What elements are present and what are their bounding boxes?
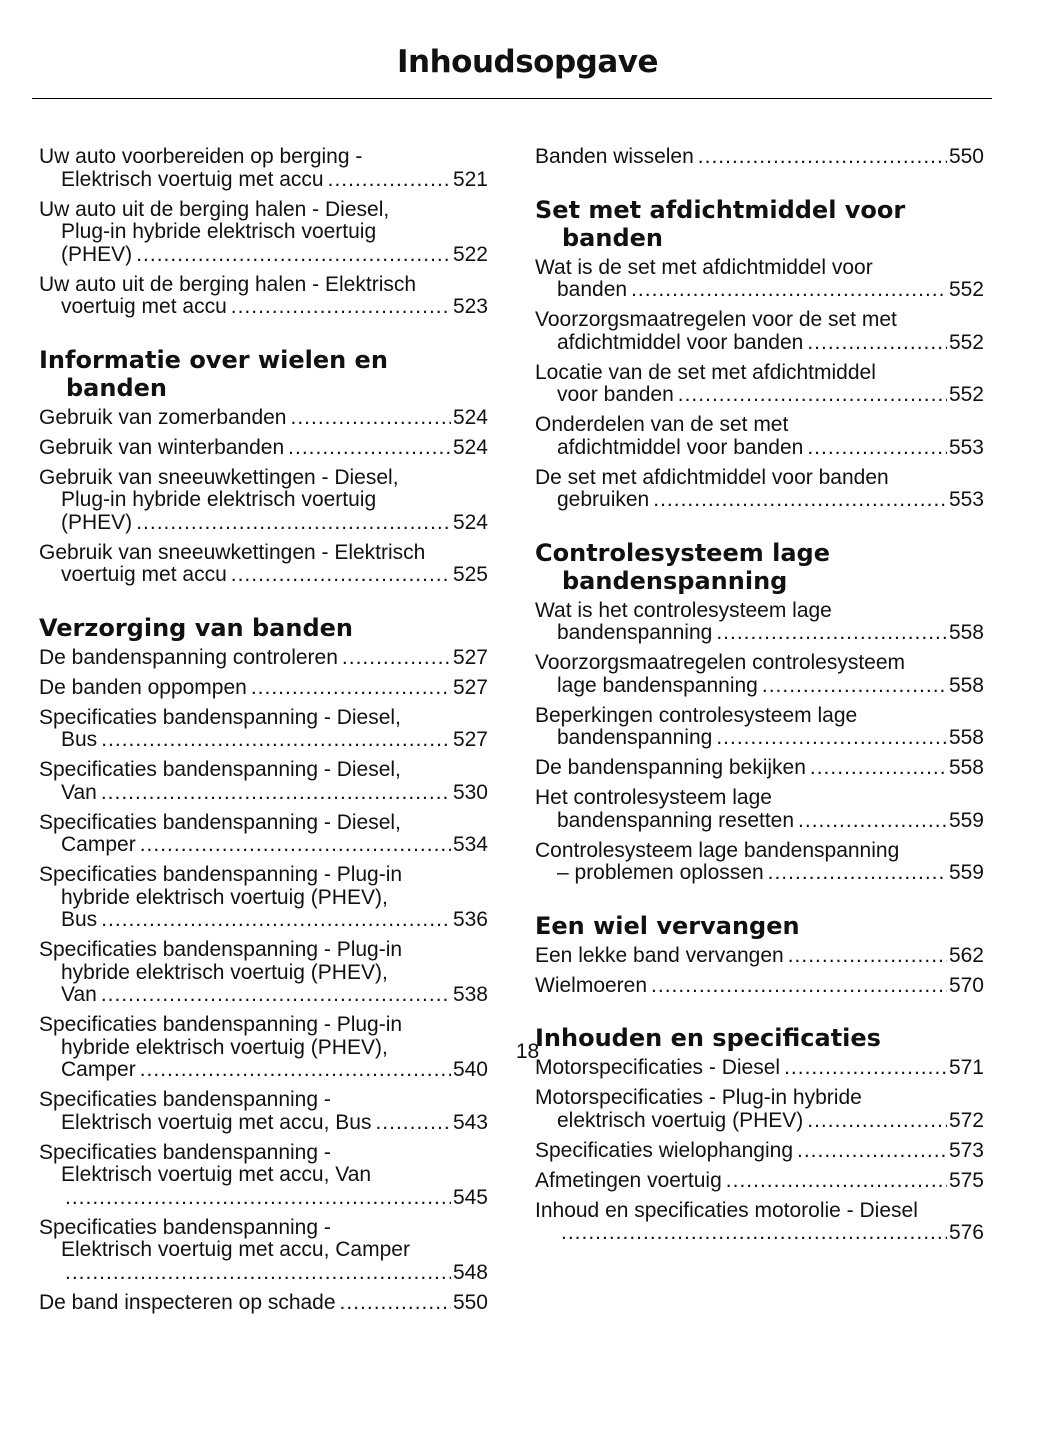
toc-entry-text: Specificaties wielophanging bbox=[535, 1138, 793, 1162]
toc-entry-text: Wielmoeren bbox=[535, 973, 648, 997]
toc-page-number: 548 bbox=[452, 1260, 488, 1284]
toc-entry[interactable] bbox=[535, 600, 984, 645]
leader-dots bbox=[65, 1262, 451, 1285]
toc-entry-text: Gebruik van zomerbanden bbox=[39, 405, 287, 429]
leader-dots bbox=[231, 564, 451, 587]
toc-page-number: 552 bbox=[948, 383, 984, 406]
leader-dots bbox=[798, 810, 947, 833]
toc-page-number: 523 bbox=[452, 295, 488, 318]
toc-page-number: 572 bbox=[948, 1108, 984, 1132]
section-heading-text: Informatie over wielen en bbox=[39, 345, 388, 374]
toc-entry[interactable] bbox=[535, 840, 984, 885]
toc-entry-text: Specificaties bandenspanning - bbox=[39, 1215, 331, 1239]
toc-entry[interactable] bbox=[39, 542, 488, 587]
toc-entry-text: banden bbox=[557, 278, 628, 301]
toc-entry[interactable] bbox=[39, 146, 488, 191]
toc-entry-text: afdichtmiddel voor banden bbox=[557, 435, 804, 459]
toc-entry-text: Het controlesysteem lage bbox=[535, 786, 772, 809]
leader-dots bbox=[340, 1292, 451, 1315]
toc-entry-text: Specificaties bandenspanning - Plug-in bbox=[39, 938, 403, 961]
toc-entry-text: Motorspecificaties - Diesel bbox=[535, 1056, 781, 1079]
toc-page-number: 527 bbox=[452, 675, 488, 699]
toc-entry-text: Specificaties bandenspanning - Diesel, bbox=[39, 705, 401, 729]
toc-entry-text: Camper bbox=[61, 833, 136, 856]
leader-dots bbox=[716, 622, 947, 645]
leader-dots bbox=[651, 975, 947, 998]
toc-page-number: 550 bbox=[452, 1290, 488, 1314]
toc-entry-text: (PHEV) bbox=[61, 510, 133, 534]
toc-entry-text: afdichtmiddel voor banden bbox=[557, 330, 804, 354]
toc-entry[interactable] bbox=[535, 414, 984, 459]
toc-page-number: 558 bbox=[948, 756, 984, 779]
section-heading bbox=[535, 196, 984, 252]
toc-page-number: 530 bbox=[452, 780, 488, 804]
leader-dots bbox=[807, 332, 947, 355]
toc-entry[interactable] bbox=[39, 199, 488, 267]
toc-entry-text: gebruiken bbox=[557, 488, 650, 511]
toc-page-number: 575 bbox=[948, 1168, 984, 1192]
toc-entry-text: De bandenspanning bekijken bbox=[535, 756, 806, 779]
toc-page-number: 570 bbox=[948, 973, 984, 997]
toc-page-number: 553 bbox=[948, 488, 984, 511]
toc-entry[interactable] bbox=[39, 467, 488, 535]
toc-entry-text: Elektrisch voertuig met accu, Camper bbox=[61, 1238, 410, 1261]
toc-page-number: 558 bbox=[948, 621, 984, 644]
toc-entry[interactable] bbox=[535, 1140, 984, 1163]
toc-page-number: 521 bbox=[452, 167, 488, 191]
toc-entry-text: Elektrisch voertuig met accu, Van bbox=[61, 1163, 372, 1186]
toc-page-number: 525 bbox=[452, 563, 488, 586]
toc-entry-text: bandenspanning bbox=[557, 726, 713, 749]
toc-entry[interactable] bbox=[535, 146, 984, 169]
leader-dots bbox=[807, 437, 947, 460]
toc-entry-text: Elektrisch voertuig met accu bbox=[61, 167, 324, 191]
toc-entry[interactable] bbox=[39, 864, 488, 932]
toc-entry-text: De band inspecteren op schade bbox=[39, 1290, 336, 1314]
toc-entry-text: lage bandenspanning bbox=[557, 673, 758, 697]
toc-entry[interactable] bbox=[39, 759, 488, 804]
toc-entry[interactable] bbox=[39, 437, 488, 460]
toc-entry-text: hybride elektrisch voertuig (PHEV), bbox=[61, 885, 388, 909]
leader-dots bbox=[101, 984, 451, 1007]
toc-page-number: 559 bbox=[948, 861, 984, 884]
toc-page-number: 576 bbox=[948, 1221, 984, 1244]
section-heading bbox=[535, 539, 984, 595]
toc-entry-text: bandenspanning resetten bbox=[557, 808, 795, 832]
leader-dots bbox=[101, 729, 451, 752]
leader-dots bbox=[101, 782, 451, 805]
leader-dots bbox=[810, 757, 947, 780]
toc-entry[interactable] bbox=[535, 1200, 984, 1245]
toc-page-number: 553 bbox=[948, 435, 984, 459]
section-heading-text: Controlesysteem lage bbox=[535, 538, 830, 567]
toc-entry-text: Specificaties bandenspanning - Plug-in bbox=[39, 863, 403, 886]
toc-entry-text: Van bbox=[61, 780, 97, 804]
toc-entry-text: (PHEV) bbox=[61, 242, 133, 266]
toc-page-number: 543 bbox=[452, 1110, 488, 1134]
toc-entry[interactable] bbox=[535, 467, 984, 512]
toc-entry-text: elektrisch voertuig (PHEV) bbox=[557, 1108, 804, 1132]
toc-entry-text: De bandenspanning controleren bbox=[39, 645, 338, 669]
leader-dots bbox=[561, 1222, 947, 1245]
toc-page-number: 522 bbox=[452, 242, 488, 266]
toc-page-number: 558 bbox=[948, 726, 984, 749]
toc-entry[interactable] bbox=[39, 1089, 488, 1134]
title-divider bbox=[32, 98, 992, 99]
leader-dots bbox=[762, 675, 947, 698]
toc-page-number: 524 bbox=[452, 405, 488, 429]
toc-entry-text: Camper bbox=[61, 1058, 136, 1081]
toc-entry[interactable] bbox=[39, 647, 488, 670]
toc-entry[interactable] bbox=[39, 1142, 488, 1210]
leader-dots bbox=[678, 384, 947, 407]
leader-dots bbox=[288, 437, 451, 460]
toc-entry-text: Specificaties bandenspanning - Diesel, bbox=[39, 758, 401, 781]
toc-entry-text: Specificaties bandenspanning - Plug-in bbox=[39, 1013, 403, 1036]
leader-dots bbox=[328, 169, 451, 192]
leader-dots bbox=[797, 1140, 947, 1163]
toc-page-number: 550 bbox=[948, 145, 984, 168]
toc-column-right bbox=[535, 146, 984, 1252]
toc-entry-text: Bus bbox=[61, 908, 98, 931]
toc-entry-text: Banden wisselen bbox=[535, 145, 694, 168]
toc-entry-text: voertuig met accu bbox=[61, 295, 227, 318]
toc-entry-text: Van bbox=[61, 983, 97, 1006]
leader-dots bbox=[375, 1112, 450, 1135]
toc-entry[interactable] bbox=[39, 274, 488, 319]
toc-entry[interactable] bbox=[535, 757, 984, 780]
toc-entry[interactable] bbox=[535, 1170, 984, 1193]
toc-page-number: 536 bbox=[452, 908, 488, 931]
toc-entry-text: – problemen oplossen bbox=[557, 861, 764, 884]
section-heading bbox=[39, 614, 488, 642]
leader-dots bbox=[65, 1187, 451, 1210]
toc-entry[interactable] bbox=[535, 1087, 984, 1132]
leader-dots bbox=[290, 407, 450, 430]
toc-entry-text: Controlesysteem lage bandenspanning bbox=[535, 838, 900, 862]
toc-entry-text: Motorspecificaties - Plug-in hybride bbox=[535, 1086, 862, 1109]
leader-dots bbox=[251, 677, 451, 700]
toc-entry[interactable] bbox=[535, 787, 984, 832]
section-heading bbox=[535, 912, 984, 940]
toc-entry[interactable] bbox=[535, 652, 984, 697]
toc-entry-text: Een lekke band vervangen bbox=[535, 943, 784, 967]
toc-entry-text: Uw auto uit de berging halen - Elektrisch bbox=[39, 272, 417, 296]
section-heading bbox=[39, 346, 488, 402]
leader-dots bbox=[140, 834, 451, 857]
leader-dots bbox=[716, 727, 947, 750]
toc-entry[interactable] bbox=[535, 309, 984, 354]
section-heading-text: Een wiel vervangen bbox=[535, 911, 800, 940]
leader-dots bbox=[788, 945, 947, 968]
toc-entry[interactable] bbox=[535, 362, 984, 407]
toc-entry[interactable] bbox=[39, 939, 488, 1007]
toc-page-number: 559 bbox=[948, 808, 984, 832]
section-heading-text: banden bbox=[66, 373, 168, 402]
toc-page-number: 527 bbox=[452, 645, 488, 669]
toc-entry-text: De banden oppompen bbox=[39, 675, 247, 699]
toc-entry-text: Gebruik van sneeuwkettingen - Elektrisch bbox=[39, 540, 426, 564]
page-title: Inhoudsopgave bbox=[396, 44, 658, 80]
toc-entry-text: Uw auto uit de berging halen - Diesel, bbox=[39, 197, 390, 221]
toc-entry[interactable] bbox=[535, 975, 984, 998]
section-heading-text: Set met afdichtmiddel voor bbox=[535, 195, 906, 224]
toc-page-number: 562 bbox=[948, 943, 984, 967]
toc-page-number: 552 bbox=[948, 278, 984, 301]
toc-entry-text: hybride elektrisch voertuig (PHEV), bbox=[61, 1035, 388, 1059]
toc-entry-text: Specificaties bandenspanning - bbox=[39, 1140, 331, 1164]
toc-entry[interactable] bbox=[39, 1292, 488, 1315]
toc-entry-text: Voorzorgsmaatregelen voor de set met bbox=[535, 308, 897, 331]
toc-entry-text: Locatie van de set met afdichtmiddel bbox=[535, 360, 876, 384]
section-heading-text: bandenspanning bbox=[562, 566, 788, 595]
page-number: 18 bbox=[515, 1040, 540, 1063]
toc-page-number: 524 bbox=[452, 510, 488, 534]
leader-dots bbox=[342, 647, 451, 670]
toc-entry-text: bandenspanning bbox=[557, 621, 713, 644]
toc-page-number: 534 bbox=[452, 833, 488, 856]
toc-page-number: 540 bbox=[452, 1058, 488, 1081]
leader-dots bbox=[231, 296, 451, 319]
toc-entry-text: Inhoud en specificaties motorolie - Diesel bbox=[535, 1198, 918, 1222]
section-heading-text: banden bbox=[562, 223, 664, 252]
toc-entry-text: Voorzorgsmaatregelen controlesysteem bbox=[535, 651, 906, 674]
toc-page-number: 538 bbox=[452, 983, 488, 1006]
toc-entry-text: Uw auto voorbereiden op berging - bbox=[39, 145, 363, 168]
toc-entry[interactable] bbox=[39, 812, 488, 857]
toc-entry-text: Afmetingen voertuig bbox=[535, 1168, 722, 1192]
leader-dots bbox=[768, 862, 947, 885]
leader-dots bbox=[807, 1110, 947, 1133]
toc-column-left bbox=[39, 146, 488, 1322]
leader-dots bbox=[101, 909, 451, 932]
leader-dots bbox=[653, 489, 947, 512]
leader-dots bbox=[631, 279, 947, 302]
leader-dots bbox=[136, 244, 451, 267]
toc-entry-text: Plug-in hybride elektrisch voertuig bbox=[61, 220, 377, 243]
toc-page-number: 558 bbox=[948, 673, 984, 697]
section-heading-text: Inhouden en specificaties bbox=[535, 1024, 881, 1052]
toc-entry-text: De set met afdichtmiddel voor banden bbox=[535, 465, 889, 489]
toc-entry[interactable] bbox=[39, 677, 488, 700]
toc-page-number: 571 bbox=[948, 1056, 984, 1079]
leader-dots bbox=[698, 146, 947, 169]
toc-entry[interactable] bbox=[39, 707, 488, 752]
toc-entry-text: Gebruik van winterbanden bbox=[39, 435, 285, 459]
toc-entry[interactable] bbox=[39, 407, 488, 430]
toc-entry[interactable] bbox=[535, 945, 984, 968]
toc-entry-text: Onderdelen van de set met bbox=[535, 413, 789, 436]
toc-entry-text: Beperkingen controlesysteem lage bbox=[535, 703, 858, 727]
toc-entry[interactable] bbox=[535, 257, 984, 302]
toc-page-number: 545 bbox=[452, 1185, 488, 1209]
toc-page-number: 527 bbox=[452, 728, 488, 751]
toc-entry-text: Plug-in hybride elektrisch voertuig bbox=[61, 488, 377, 511]
toc-page-number: 552 bbox=[948, 330, 984, 354]
toc-page-number: 573 bbox=[948, 1138, 984, 1162]
section-heading-text: Verzorging van banden bbox=[39, 613, 353, 642]
toc-entry-text: Gebruik van sneeuwkettingen - Diesel, bbox=[39, 465, 399, 489]
toc-entry-text: Elektrisch voertuig met accu, Bus bbox=[61, 1110, 372, 1134]
toc-entry-text: Specificaties bandenspanning - bbox=[39, 1088, 331, 1111]
toc-entry-text: voor banden bbox=[557, 383, 674, 406]
toc-entry-text: Wat is de set met afdichtmiddel voor bbox=[535, 255, 873, 279]
toc-page-number: 524 bbox=[452, 435, 488, 459]
toc-entry-text: Wat is het controlesysteem lage bbox=[535, 598, 832, 622]
toc-entry-text: Bus bbox=[61, 728, 98, 751]
toc-entry-text: voertuig met accu bbox=[61, 563, 227, 586]
leader-dots bbox=[136, 512, 451, 535]
toc-entry[interactable] bbox=[39, 1217, 488, 1285]
toc-entry[interactable] bbox=[535, 705, 984, 750]
toc-entry-text: hybride elektrisch voertuig (PHEV), bbox=[61, 960, 388, 984]
toc-entry-text: Specificaties bandenspanning - Diesel, bbox=[39, 810, 401, 834]
leader-dots bbox=[726, 1170, 947, 1193]
